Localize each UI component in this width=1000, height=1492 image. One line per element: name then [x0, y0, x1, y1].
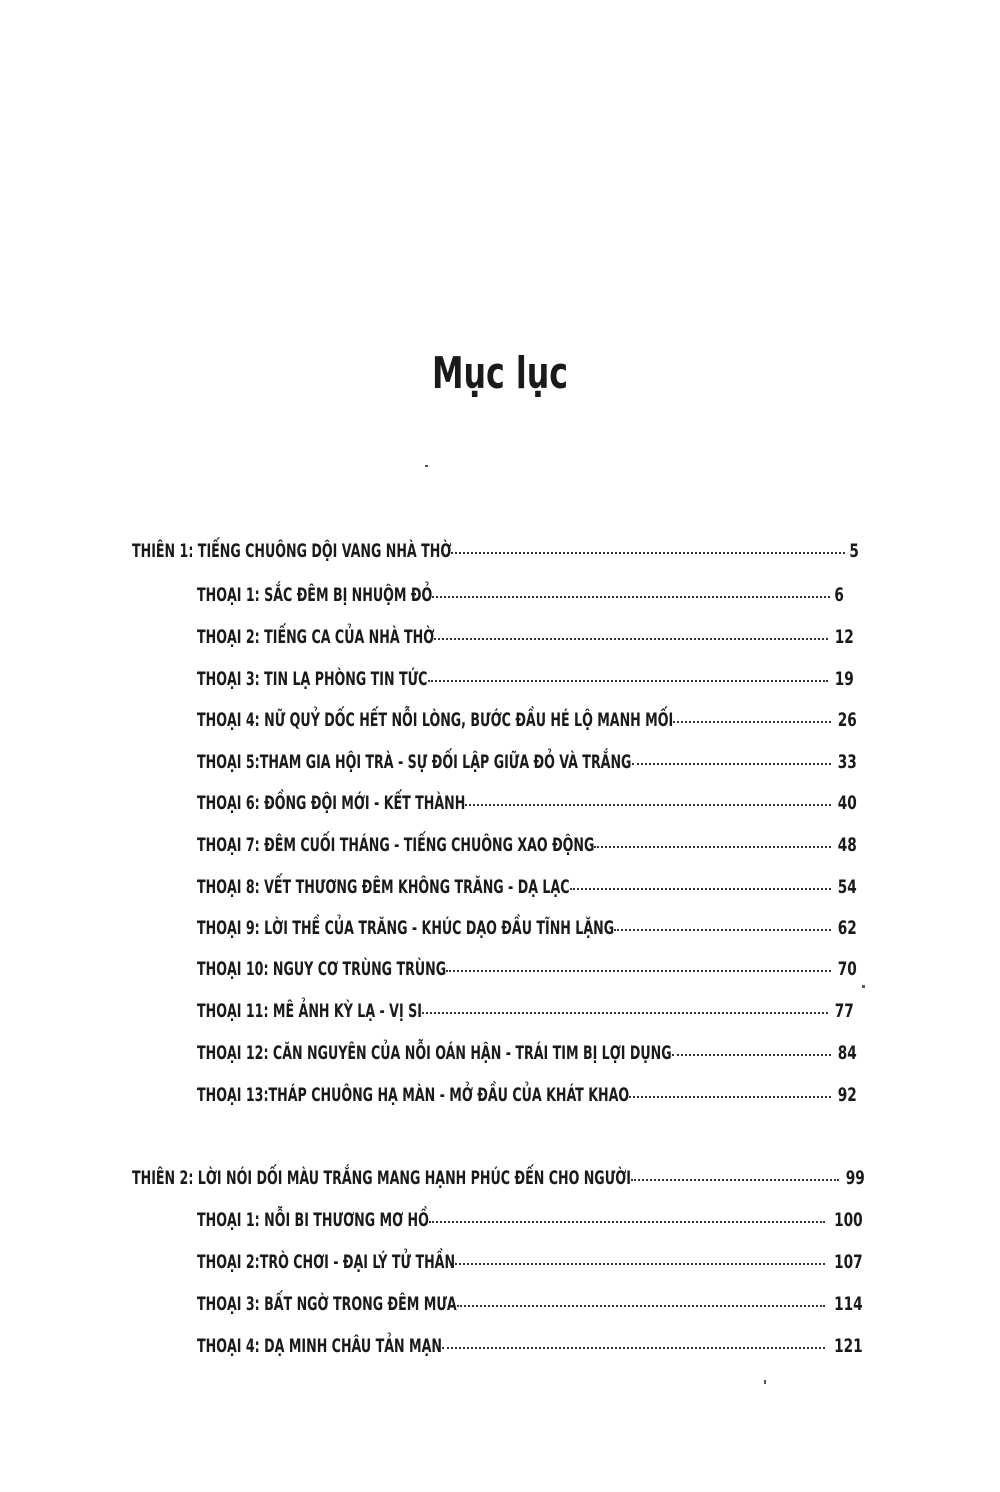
- toc-chapter[interactable]: [197, 1251, 863, 1281]
- toc-page-number: 40: [837, 792, 857, 814]
- toc-page-number: 5: [849, 540, 859, 562]
- toc-chapter[interactable]: [197, 1293, 863, 1323]
- dot-leader: [446, 970, 832, 972]
- dot-leader: [455, 1263, 826, 1265]
- scan-speck: [764, 1380, 766, 1384]
- toc-chapter[interactable]: [197, 1000, 854, 1030]
- toc-chapter[interactable]: [197, 792, 857, 822]
- toc-chapter[interactable]: [197, 584, 844, 614]
- toc-part-2[interactable]: [132, 1167, 865, 1197]
- dot-leader: [429, 1221, 825, 1223]
- toc-part-label: THIÊN 1: TIẾNG CHUÔNG DỘI VANG NHÀ THỜ: [132, 540, 452, 562]
- toc-chapter[interactable]: [197, 917, 857, 947]
- toc-page-number: 48: [837, 834, 857, 856]
- dot-leader: [432, 596, 830, 598]
- toc-chapter-label: THOẠI 11: MÊ ẢNH KỲ LẠ - VỊ SI: [197, 1000, 422, 1022]
- toc-chapter-label: THOẠI 9: LỜI THỀ CỦA TRĂNG - KHÚC DẠO ĐẦU TĨNH LẶNG: [197, 917, 615, 939]
- toc-chapter-label: THOẠI 3: BẤT NGỜ TRONG ĐÊM MƯA: [197, 1293, 457, 1315]
- toc-chapter-label: THOẠI 1: SẮC ĐÊM BỊ NHUỘM ĐỎ: [197, 584, 433, 606]
- toc-chapter[interactable]: [197, 751, 857, 781]
- toc-page-number: 19: [834, 668, 854, 690]
- toc-chapter-label: THOẠI 6: ĐỒNG ĐỘI MỚI - KẾT THÀNH: [197, 792, 466, 814]
- dot-leader: [632, 763, 832, 765]
- toc-page-number: 26: [837, 709, 857, 731]
- toc-page-number: 62: [837, 917, 857, 939]
- toc-page-number: 100: [834, 1209, 863, 1231]
- toc-page-number: 6: [834, 584, 844, 606]
- toc-chapter[interactable]: [197, 876, 857, 906]
- toc-page-number: 12: [834, 626, 854, 648]
- toc-page-number: 84: [837, 1042, 857, 1064]
- toc-page-number: 33: [837, 751, 857, 773]
- scan-speck: [425, 465, 428, 467]
- toc-chapter[interactable]: [197, 1042, 857, 1072]
- toc-page-number: 114: [834, 1293, 863, 1315]
- toc-chapter-label: THOẠI 8: VẾT THƯƠNG ĐÊM KHÔNG TRĂNG - DẠ LẠC: [197, 876, 570, 898]
- toc-chapter-label: THOẠI 5:THAM GIA HỘI TRÀ - SỰ ĐỐI LẬP GIỮA ĐỎ VÀ TRẮNG: [197, 751, 632, 773]
- toc-chapter[interactable]: [197, 834, 857, 864]
- toc-chapter-label: THOẠI 4: DẠ MINH CHÂU TẢN MẠN: [197, 1335, 442, 1357]
- page-title: Mục lục: [431, 348, 569, 399]
- dot-leader: [614, 929, 831, 931]
- toc-chapter[interactable]: [197, 709, 857, 739]
- dot-leader: [457, 1305, 826, 1307]
- dot-leader: [594, 846, 831, 848]
- toc-page-number: 121: [834, 1335, 863, 1357]
- scan-speck: [862, 985, 865, 988]
- toc-chapter-label: THOẠI 4: NỮ QUỶ DỐC HẾT NỖI LÒNG, BƯỚC ĐẦU HÉ LỘ MANH MỐI: [197, 709, 674, 731]
- toc-chapter-label: THOẠI 2: TIẾNG CA CỦA NHÀ THỜ: [197, 626, 435, 648]
- toc-chapter-label: THOẠI 2:TRÒ CHƠI - ĐẠI LÝ TỬ THẦN: [197, 1251, 456, 1273]
- toc-chapter-label: THOẠI 7: ĐÊM CUỐI THÁNG - TIẾNG CHUÔNG XAO ĐỘNG: [197, 834, 595, 856]
- dot-leader: [442, 1347, 825, 1349]
- dot-leader: [434, 638, 828, 640]
- dot-leader: [629, 1096, 831, 1098]
- toc-chapter-label: THOẠI 10: NGUY CƠ TRÙNG TRÙNG: [197, 958, 447, 980]
- toc-chapter-label: THOẠI 3: TIN LẠ PHÒNG TIN TỨC: [197, 668, 428, 690]
- toc-page-number: 77: [834, 1000, 854, 1022]
- toc-chapter[interactable]: [197, 1084, 857, 1114]
- dot-leader: [631, 1179, 839, 1181]
- toc-page-number: 107: [834, 1251, 863, 1273]
- toc-chapter[interactable]: [197, 668, 854, 698]
- toc-part-label: THIÊN 2: LỜI NÓI DỐI MÀU TRẮNG MANG HẠNH PHÚC ĐẾN CHO NGƯỜI: [132, 1167, 632, 1189]
- toc-page-number: 92: [837, 1084, 857, 1106]
- dot-leader: [465, 804, 831, 806]
- dot-leader: [672, 1054, 831, 1056]
- toc-chapter[interactable]: [197, 1335, 863, 1365]
- toc-part-1[interactable]: [132, 540, 859, 570]
- toc-page-number: 54: [837, 876, 857, 898]
- toc-chapter[interactable]: [197, 1209, 863, 1239]
- dot-leader: [451, 552, 845, 554]
- toc-chapter-label: THOẠI 13:THÁP CHUÔNG HẠ MÀN - MỞ ĐẦU CỦA KHÁT KHAO: [197, 1084, 630, 1106]
- toc-chapter[interactable]: [197, 958, 857, 988]
- toc-chapter[interactable]: [197, 626, 854, 656]
- toc-chapter-label: THOẠI 12: CĂN NGUYÊN CỦA NỖI OÁN HẬN - TRÁI TIM BỊ LỢI DỤNG: [197, 1042, 672, 1064]
- dot-leader: [428, 680, 828, 682]
- toc-page-number: 99: [845, 1167, 865, 1189]
- toc-chapter-label: THOẠI 1: NỖI BI THƯƠNG MƠ HỒ: [197, 1209, 429, 1231]
- dot-leader: [570, 888, 831, 890]
- dot-leader: [422, 1012, 828, 1014]
- toc-page-number: 70: [837, 958, 857, 980]
- dot-leader: [673, 721, 831, 723]
